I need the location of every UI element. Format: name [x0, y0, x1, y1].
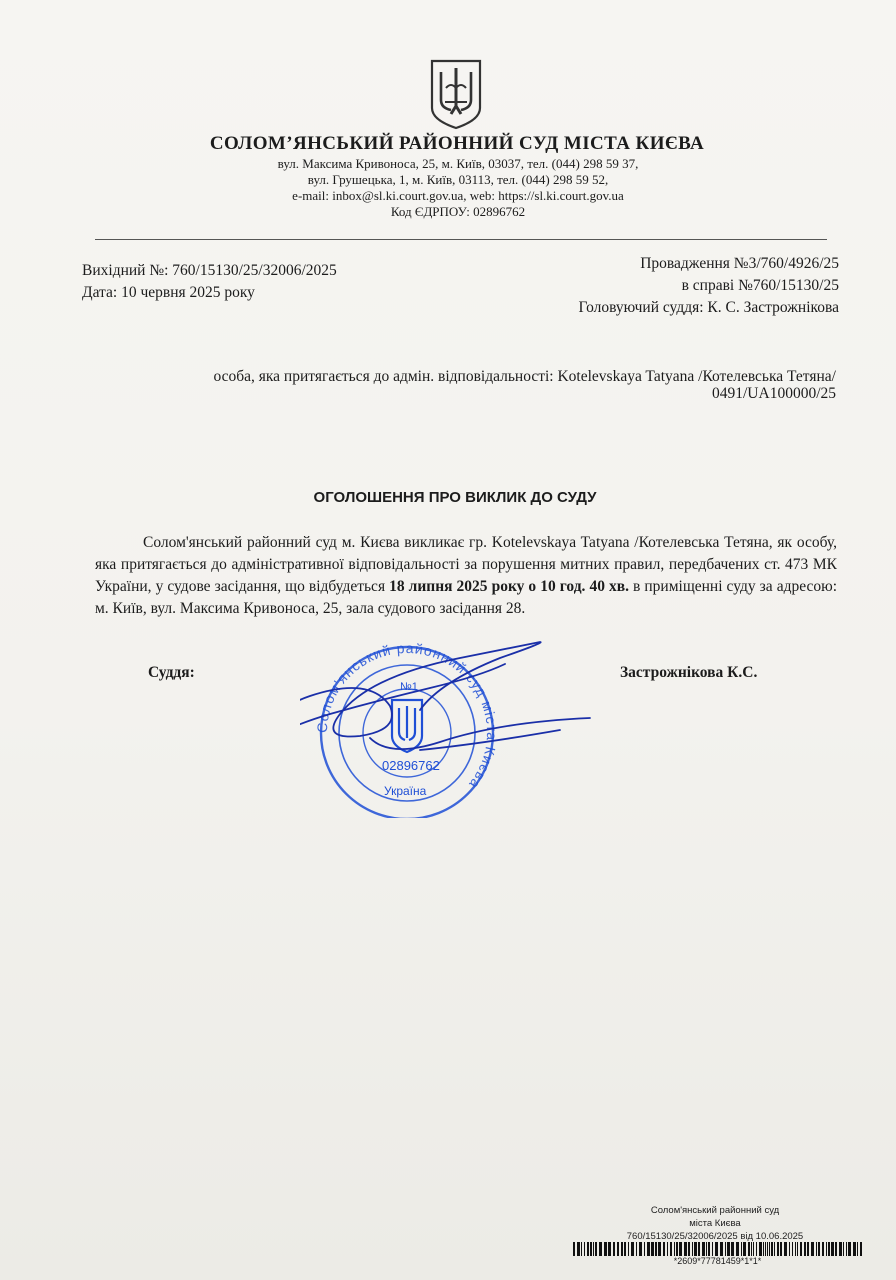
barcode-bar [807, 1242, 809, 1256]
barcode-bar [663, 1242, 665, 1256]
barcode [573, 1242, 863, 1256]
barcode-bar [608, 1242, 611, 1256]
barcode-bar [595, 1242, 597, 1256]
barcode-bar [767, 1242, 768, 1256]
barcode-bar [694, 1242, 697, 1256]
barcode-bar [751, 1242, 752, 1256]
hearing-datetime: 18 липня 2025 року о 10 год. 40 хв. [389, 578, 629, 595]
barcode-bar [679, 1242, 682, 1256]
barcode-bar [636, 1242, 637, 1256]
barcode-bar [818, 1242, 820, 1256]
barcode-bar [839, 1242, 842, 1256]
barcode-bar [771, 1242, 773, 1256]
barcode-bar [708, 1242, 710, 1256]
stamp-ring-text: Солом'янський районний суд міста Києва [313, 639, 501, 793]
barcode-bar [651, 1242, 654, 1256]
barcode-bar [763, 1242, 764, 1256]
footer-court-name: Солом'янський районний суд [650, 1205, 780, 1216]
barcode-bar [748, 1242, 750, 1256]
barcode-bar [692, 1242, 693, 1256]
barcode-bar [843, 1242, 844, 1256]
barcode-bar [639, 1242, 642, 1256]
barcode-bar [831, 1242, 834, 1256]
barcode-bar [835, 1242, 837, 1256]
judge-name: Застрожнікова К.С. [620, 664, 758, 681]
court-stamp [300, 618, 620, 818]
barcode-bar [631, 1242, 634, 1256]
case-number: в справі №760/15130/25 [681, 277, 839, 294]
barcode-bar [624, 1242, 626, 1256]
barcode-bar [731, 1242, 734, 1256]
barcode-bar [800, 1242, 802, 1256]
barcode-bar [688, 1242, 690, 1256]
barcode-bar [743, 1242, 746, 1256]
barcode-bar [792, 1242, 793, 1256]
stamp-number: №1 [400, 681, 418, 693]
addressee-line: особа, яка притягається до адмін. відповідальності: Kotelevskaya Tatyana /Котелевська Тетяна/ [213, 368, 836, 385]
barcode-bar [698, 1242, 700, 1256]
barcode-bar [658, 1242, 661, 1256]
barcode-bar [720, 1242, 723, 1256]
proceeding-number: Провадження №3/760/4926/25 [640, 255, 839, 272]
barcode-bar [712, 1242, 713, 1256]
barcode-bar [676, 1242, 678, 1256]
barcode-bar [655, 1242, 657, 1256]
contact-line: e-mail: inbox@sl.ki.court.gov.ua, web: https://sl.ki.court.gov.ua [292, 188, 624, 203]
barcode-bar [860, 1242, 862, 1256]
barcode-bar [789, 1242, 790, 1256]
barcode-text: *2609*77781459*1*1* [673, 1256, 762, 1266]
barcode-bar [774, 1242, 775, 1256]
barcode-bar [736, 1242, 739, 1256]
barcode-bar [590, 1242, 592, 1256]
barcode-bar [715, 1242, 718, 1256]
barcode-bar [670, 1242, 672, 1256]
coat-of-arms-icon [429, 58, 483, 130]
barcode-bar [822, 1242, 824, 1256]
barcode-bar [684, 1242, 687, 1256]
stamp-country: Україна [384, 784, 427, 798]
barcode-bar [780, 1242, 782, 1256]
notice-text-end: в приміщенні суду за адресою: м. Київ, вул. Максима Кривоноса, 25, зала судового засідання 28. [95, 578, 838, 617]
barcode-bar [621, 1242, 623, 1256]
barcode-bar [795, 1242, 796, 1256]
barcode-bar [784, 1242, 787, 1256]
notice-text: Солом'янський районний суд м. Києва викликає гр. Kotelevskaya Tatyana /Котелевська Тетяна, як особу, яка притягається до адміністративної відповідальності за порушення митних правил, передбачених ст. 473 МК України, у судове засідання, що відбудеться [95, 534, 837, 595]
barcode-bar [804, 1242, 806, 1256]
address-line: вул. Грушецька, 1, м. Київ, 03113, тел. (044) 298 59 52, [307, 172, 609, 187]
barcode-bar [573, 1242, 575, 1256]
document-date: Дата: 10 червня 2025 року [82, 284, 255, 301]
stamp-trident-icon [392, 700, 422, 752]
barcode-bar [584, 1242, 585, 1256]
court-name: СОЛОМ’ЯНСЬКИЙ РАЙОННИЙ СУД МІСТА КИЄВА [209, 133, 705, 154]
barcode-bar [741, 1242, 742, 1256]
barcode-bar [587, 1242, 589, 1256]
barcode-bar [604, 1242, 607, 1256]
barcode-bar [593, 1242, 594, 1256]
barcode-bar [599, 1242, 602, 1256]
barcode-bar [647, 1242, 650, 1256]
footer-court-city: міста Києва [689, 1218, 741, 1229]
barcode-bar [581, 1242, 582, 1256]
presiding-judge: Головуючий суддя: К. С. Застрожнікова [578, 299, 839, 316]
judge-label: Суддя: [148, 664, 195, 681]
barcode-bar [777, 1242, 779, 1256]
barcode-bar [759, 1242, 762, 1256]
barcode-bar [846, 1242, 847, 1256]
barcode-bar [828, 1242, 830, 1256]
barcode-bar [702, 1242, 705, 1256]
barcode-bar [628, 1242, 629, 1256]
barcode-bar [848, 1242, 851, 1256]
barcode-bar [811, 1242, 814, 1256]
address-line: вул. Максима Кривоноса, 25, м. Київ, 03037, тел. (044) 298 59 37, [277, 156, 639, 171]
stamp-code: 02896762 [382, 758, 440, 773]
barcode-bar [769, 1242, 770, 1256]
barcode-bar [853, 1242, 856, 1256]
addressee-case-ref: 0491/UA100000/25 [712, 385, 836, 402]
barcode-bar [826, 1242, 827, 1256]
barcode-bar [857, 1242, 858, 1256]
barcode-bar [644, 1242, 645, 1256]
barcode-bar [667, 1242, 668, 1256]
outgoing-number: Вихідний №: 760/15130/25/32006/2025 [82, 262, 337, 279]
barcode-bar [816, 1242, 817, 1256]
barcode-bar [725, 1242, 726, 1256]
barcode-bar [674, 1242, 675, 1256]
footer-reference: 760/15130/25/32006/2025 від 10.06.2025 [626, 1231, 804, 1242]
barcode-bar [765, 1242, 766, 1256]
edrpou-code: Код ЄДРПОУ: 02896762 [390, 204, 526, 219]
barcode-bar [756, 1242, 757, 1256]
barcode-bar [797, 1242, 798, 1256]
notice-body [95, 532, 837, 620]
notice-title: ОГОЛОШЕННЯ ПРО ВИКЛИК ДО СУДУ [313, 489, 597, 506]
barcode-bar [617, 1242, 619, 1256]
barcode-bar [706, 1242, 707, 1256]
barcode-bar [613, 1242, 615, 1256]
barcode-bar [727, 1242, 730, 1256]
barcode-bar [753, 1242, 754, 1256]
header-divider [95, 239, 827, 240]
barcode-bar [577, 1242, 580, 1256]
